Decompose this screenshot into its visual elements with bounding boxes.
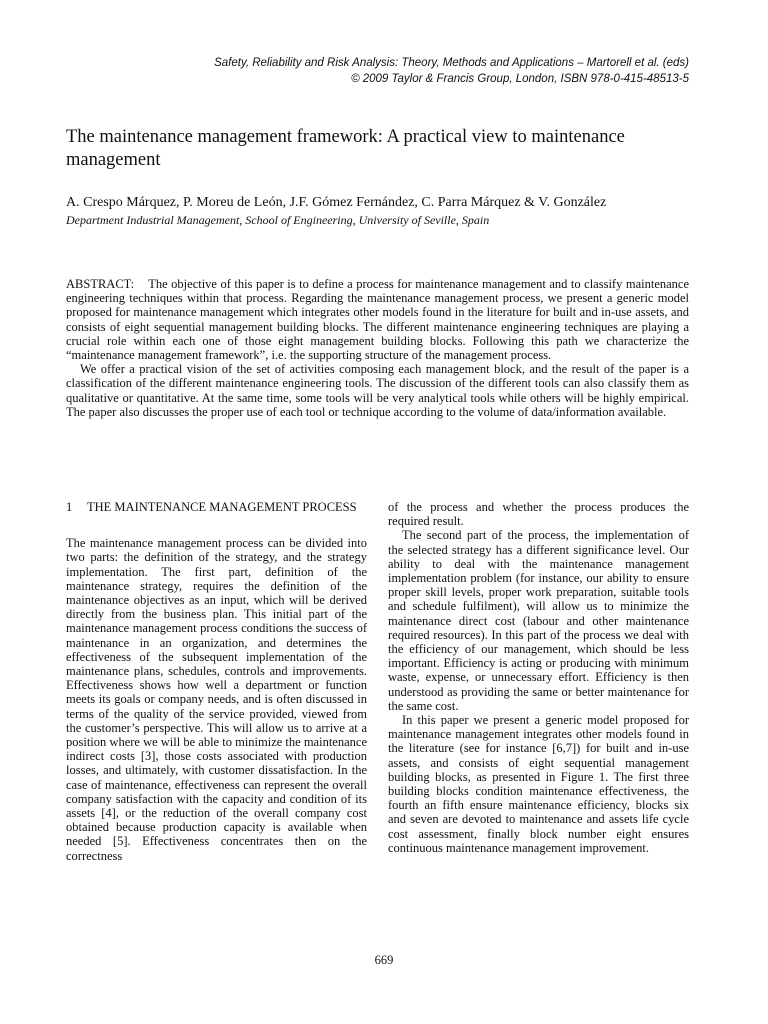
section-title: THE MAINTENANCE MANAGEMENT PROCESS [87, 500, 357, 514]
body-paragraph: In this paper we present a generic model proposed for maintenance management integrates other models found in the literature (see for instance [6,7]) for built and in-use assets, and consists of eight sequential management building blocks, as presented in Figure 1. The first three building blocks condition maintenance effectiveness, the fourth an fifth ensure maintenance efficiency, blocks six and seven are devoted to maintenance and assets life cycle cost assessment, finally block number eight ensures continuous maintenance management improvement. [388, 713, 689, 855]
running-header-copyright: © 2009 Taylor & Francis Group, London, ISBN 978-0-415-48513-5 [351, 73, 689, 85]
abstract-label: ABSTRACT: [66, 277, 135, 291]
running-header-source: Safety, Reliability and Risk Analysis: Theory, Methods and Applications – Martorell et al. (eds) [214, 57, 689, 69]
author-list: A. Crespo Márquez, P. Moreu de León, J.F. Gómez Fernández, C. Parra Márquez & V. González [66, 195, 607, 210]
section-heading [66, 500, 367, 514]
abstract-paragraph-2: We offer a practical vision of the set of activities composing each management block, and the result of the paper is a classification of the different maintenance engineering tools. The discussion of the different tools can also classify them as qualitative or quantitative. At the same time, some tools will be very analytical tools while others will be highly empirical. The paper also discusses the proper use of each tool or technique according to the volume of data/information available. [66, 362, 689, 419]
paper-title: The maintenance management framework: A practical view to maintenance management [66, 127, 625, 170]
left-column [66, 500, 367, 863]
author-affiliation: Department Industrial Management, School of Engineering, University of Seville, Spain [66, 213, 490, 227]
right-column [388, 500, 689, 855]
body-paragraph: The second part of the process, the implementation of the selected strategy has a different significance level. Our ability to deal with the maintenance management implementation problem (for instance, our ability to ensure proper skill levels, proper work preparation, suitable tools and schedule fulfilment), will allow us to minimize the maintenance direct cost (labour and other maintenance required resources). In this part of the process we deal with the efficiency of our management, which should be less important. Efficiency is acting or producing with minimum waste, expense, or unnecessary effort. Efficiency is then understood as providing the same or better maintenance for the same cost. [388, 528, 689, 713]
body-paragraph: of the process and whether the process produces the required result. [388, 500, 689, 529]
page-number: 669 [374, 953, 394, 967]
section-number: 1 [66, 500, 73, 514]
abstract-paragraph-1 [66, 277, 689, 362]
abstract-text-1: The objective of this paper is to define a process for maintenance management and to classify maintenance engineering techniques within that process. Regarding the maintenance management process, we present a generic model proposed for maintenance management which integrates other models found in the literature for built and in-use assets, and consists of eight sequential management building blocks. The different maintenance engineering techniques are playing a crucial role within each one of those eight management building blocks. Following this path we characterize the “maintenance management framework”, i.e. the supporting structure of the management process. [66, 277, 690, 363]
body-paragraph: The maintenance management process can be divided into two parts: the definition of the strategy, and the strategy implementation. The first part, definition of the maintenance strategy, requires the definition of the maintenance objectives as an input, which will be derived directly from the business plan. This initial part of the maintenance management process conditions the success of maintenance in an organization, and determines the effectiveness of the subsequent implementation of the maintenance plans, schedules, controls and improvements. Effectiveness shows how well a department or function meets its goals or company needs, and is often discussed in terms of the quality of the service provided, viewed from the customer’s perspective. This will allow us to arrive at a position where we will be able to minimize the maintenance indirect costs [3], those costs associated with production losses, and ultimately, with customer dissatisfaction. In the case of maintenance, effectiveness can represent the overall company satisfaction with the capacity and condition of its assets [4], or the reduction of the overall company cost obtained because production capacity is available when needed [5]. Effectiveness concentrates then on the correctness [66, 536, 367, 863]
abstract [66, 277, 689, 419]
